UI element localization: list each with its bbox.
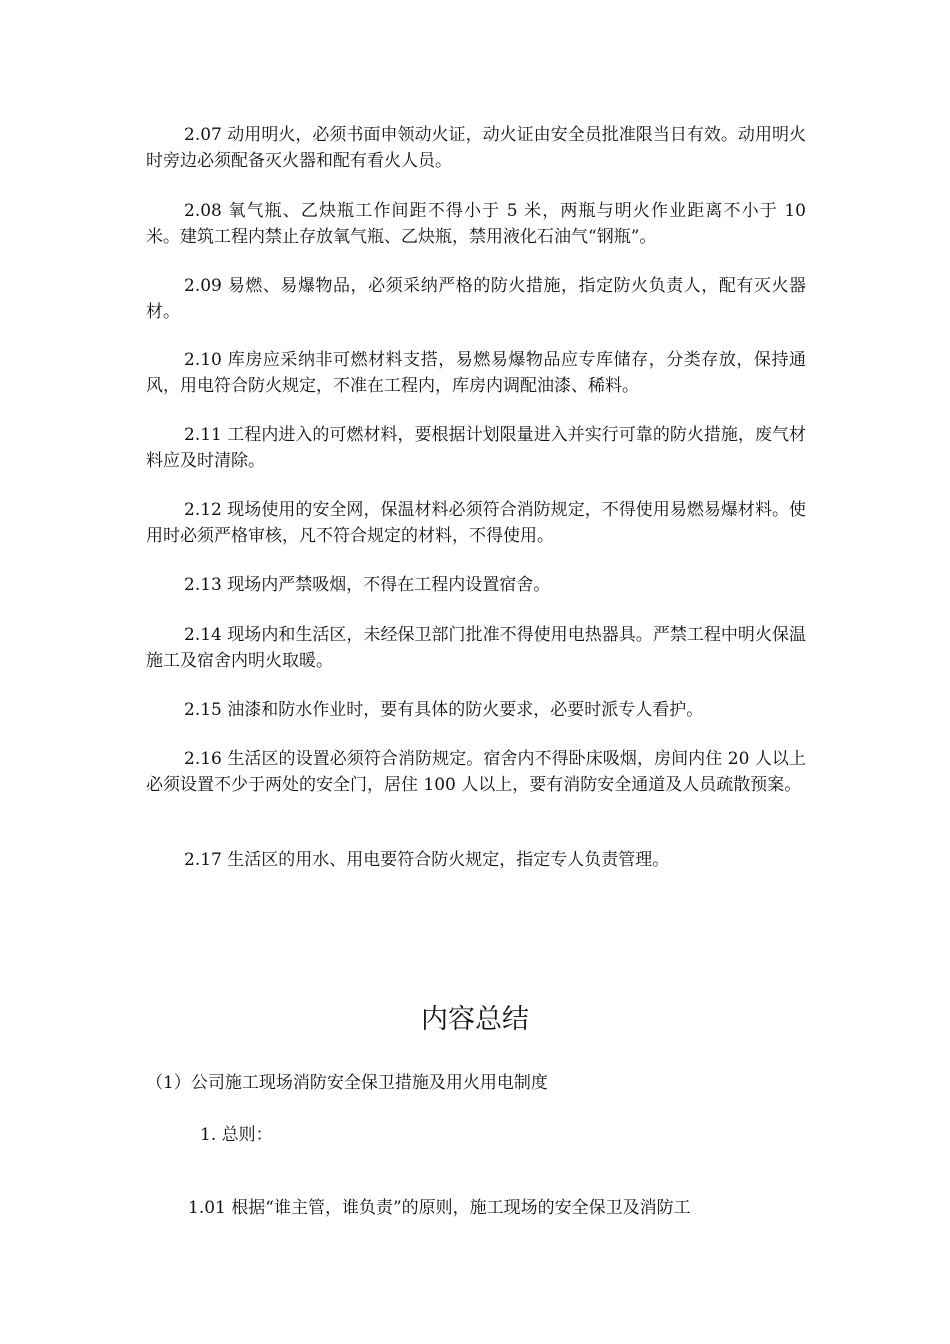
- paragraph-2-14: 2.14 现场内和生活区，未经保卫部门批准不得使用电热器具。严禁工程中明火保温施工及宿舍内明火取暖。: [146, 625, 806, 671]
- paragraph-2-13: 2.13 现场内严禁吸烟，不得在工程内设置宿舍。: [184, 575, 551, 595]
- paragraph-2-09: 2.09 易燃、易爆物品，必须采纳严格的防火措施，指定防火负责人，配有灭火器材。: [146, 276, 806, 322]
- paragraph-2-16: 2.16 生活区的设置必须符合消防规定。宿舍内不得卧床吸烟，房间内住 20 人以上必须设置不少于两处的安全门，居住 100 人以上，要有消防安全通道及人员疏散预案。: [146, 749, 806, 795]
- paragraph-2-08: 2.08 氧气瓶、乙炔瓶工作间距不得小于 5 米，两瓶与明火作业距离不小于 10 米。建筑工程内禁止存放氧气瓶、乙炔瓶，禁用液化石油气“钢瓶”。: [146, 201, 806, 247]
- paragraph-2-07: 2.07 动用明火，必须书面申领动火证，动火证由安全员批准限当日有效。动用明火时旁边必须配备灭火器和配有看火人员。: [146, 125, 806, 171]
- paragraph-2-15: 2.15 油漆和防水作业时，要有具体的防火要求，必要时派专人看护。: [184, 700, 704, 720]
- summary-subtitle: （1）公司施工现场消防安全保卫措施及用火用电制度: [146, 1073, 548, 1093]
- paragraph-2-17: 2.17 生活区的用水、用电要符合防火规定，指定专人负责管理。: [184, 850, 670, 870]
- paragraph-2-10: 2.10 库房应采纳非可燃材料支搭，易燃易爆物品应专库储存，分类存放，保持通风，用电符合防火规定，不准在工程内，库房内调配油漆、稀料。: [146, 350, 806, 396]
- paragraph-2-12: 2.12 现场使用的安全网，保温材料必须符合消防规定，不得使用易燃易爆材料。使用时必须严格审核，凡不符合规定的材料，不得使用。: [146, 500, 806, 546]
- summary-paragraph: 1.01 根据“谁主管，谁负责”的原则，施工现场的安全保卫及消防工: [188, 1198, 691, 1218]
- paragraph-2-11: 2.11 工程内进入的可燃材料，要根据计划限量进入并实行可靠的防火措施，废气材料应及时清除。: [146, 425, 806, 471]
- summary-heading: 1. 总则：: [200, 1125, 273, 1145]
- summary-title: 内容总结: [421, 1004, 529, 1035]
